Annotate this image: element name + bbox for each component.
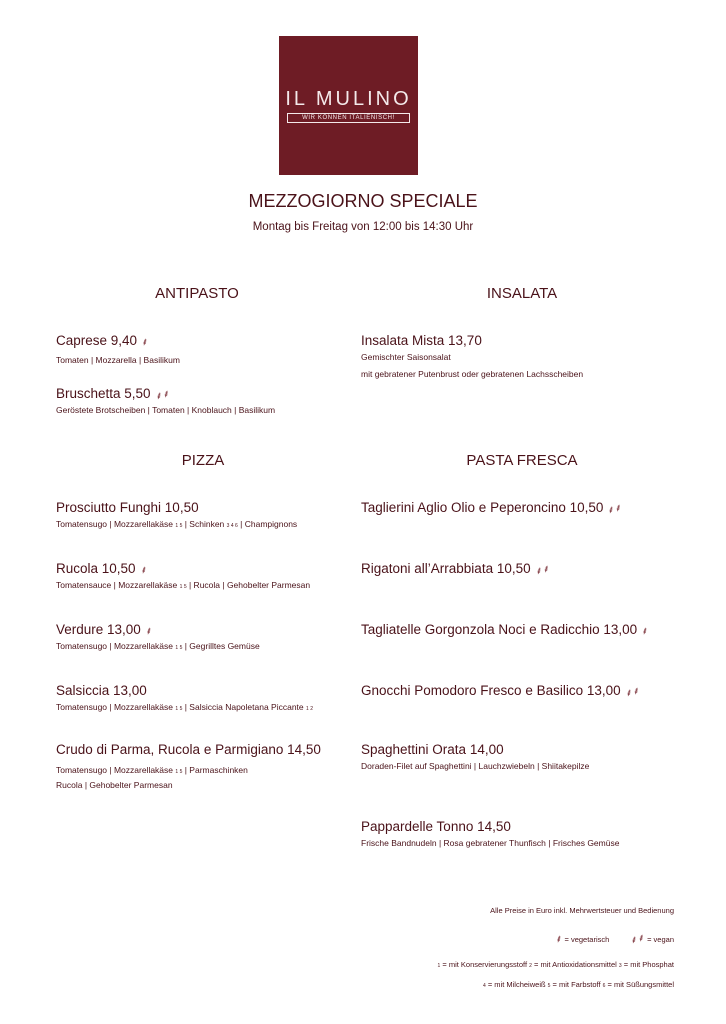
menu-item [361, 622, 649, 637]
menu-item [361, 819, 619, 851]
item-desc: Geröstete Brotscheiben | Tomaten | Knoblauch | Basilikum [56, 405, 276, 415]
item-name: Insalata Mista 13,70 [361, 333, 482, 348]
vegan-icon: ⸙⸙ [623, 685, 642, 700]
item-desc: Tomaten | Mozzarella | Basilikum [56, 355, 180, 365]
item-desc: Tomatensugo | Mozzarellakäse 1 5 | Salsiccia Napoletana Piccante 1 2 [56, 702, 313, 712]
item-name: Pappardelle Tonno 14,50 [361, 819, 511, 834]
item-name: Gnocchi Pomodoro Fresco e Basilico 13,00 ⸙⸙ [361, 683, 642, 700]
logo [279, 36, 418, 175]
vegan-icon: ⸙⸙ [153, 388, 172, 403]
vegetarian-icon: ⸙ [554, 933, 565, 946]
item-name: Verdure 13,00 ⸙ [56, 622, 155, 638]
menu-item [56, 742, 321, 793]
item-name: Tagliatelle Gorgonzola Noci e Radicchio 13,00 ⸙ [361, 622, 651, 638]
item-name: Rigatoni all’Arrabbiata 10,50 ⸙⸙ [361, 561, 552, 578]
menu-item [56, 386, 275, 418]
vegan-icon: ⸙⸙ [629, 932, 647, 947]
section-antipasto: ANTIPASTO [155, 285, 239, 302]
menu-item [361, 742, 589, 774]
additives-line-2: 4 = mit Milcheiweiß 5 = mit Farbstoff 6 = mit Süßungsmittel [482, 980, 674, 989]
item-name: Rucola 10,50 ⸙ [56, 561, 149, 577]
menu-item [361, 500, 622, 515]
item-desc: Frische Bandnudeln | Rosa gebratener Thunfisch | Frisches Gemüse [361, 838, 620, 848]
vegan-icon: ⸙⸙ [606, 502, 624, 517]
price-note: Alle Preise in Euro inkl. Mehrwertsteuer und Bedienung [490, 906, 674, 915]
menu-item [361, 333, 583, 382]
vegetarian-icon: ⸙ [138, 564, 149, 577]
item-name: Bruschetta 5,50 ⸙⸙ [56, 386, 172, 403]
logo-tagline: WIR KÖNNEN ITALIENISCH! [287, 113, 410, 123]
menu-item [56, 333, 180, 368]
item-desc: Tomatensugo | Mozzarellakäse 1 5 | Parmaschinken Rucola | Gehobelter Parmesan [56, 765, 248, 790]
vegetarian-icon: ⸙ [640, 625, 651, 638]
item-desc: Tomatensugo | Mozzarellakäse 1 5 | Schinken 3 4 6 | Champignons [56, 519, 298, 529]
item-desc: Tomatensauce | Mozzarellakäse 1 5 | Rucola | Gehobelter Parmesan [56, 580, 311, 590]
menu-item [56, 500, 297, 532]
menu-item [56, 561, 310, 593]
logo-brand: IL MULINO [285, 88, 412, 110]
section-insalata: INSALATA [486, 285, 558, 302]
menu-item [361, 683, 640, 698]
item-desc: Doraden-Filet auf Spaghettini | Lauchzwiebeln | Shiitakepilze [361, 761, 590, 771]
section-pasta: PASTA FRESCA [466, 452, 578, 469]
menu-item [361, 561, 550, 576]
item-name: Crudo di Parma, Rucola e Parmigiano 14,50 [56, 742, 321, 757]
item-desc: Tomatensugo | Mozzarellakäse 1 5 | Gegrilltes Gemüse [56, 641, 260, 651]
item-name: Taglierini Aglio Olio e Peperoncino 10,50 ⸙⸙ [361, 500, 624, 517]
item-name: Caprese 9,40 ⸙ [56, 333, 151, 349]
item-desc: Gemischter Saisonsalat mit gebratener Putenbrust oder gebratenen Lachsscheiben [361, 352, 584, 379]
diet-legend: ⸙= vegetarisch ⸙⸙= vegan [553, 931, 674, 945]
vegan-icon: ⸙⸙ [533, 563, 552, 578]
item-name: Prosciutto Funghi 10,50 [56, 500, 199, 515]
vegetarian-icon: ⸙ [140, 336, 151, 349]
menu-item [56, 683, 313, 715]
page-title: MEZZOGIORNO SPECIALE [248, 191, 478, 211]
page-subtitle: Montag bis Freitag von 12:00 bis 14:30 Uhr [252, 221, 474, 233]
menu-item [56, 622, 260, 654]
item-name: Salsiccia 13,00 [56, 683, 147, 698]
additives-line-1: 1 = mit Konservierungsstoff 2 = mit Antioxidationsmittel 3 = mit Phosphat [437, 960, 674, 969]
section-pizza: PIZZA [181, 452, 225, 469]
item-name: Spaghettini Orata 14,00 [361, 742, 504, 757]
vegetarian-icon: ⸙ [143, 625, 155, 638]
